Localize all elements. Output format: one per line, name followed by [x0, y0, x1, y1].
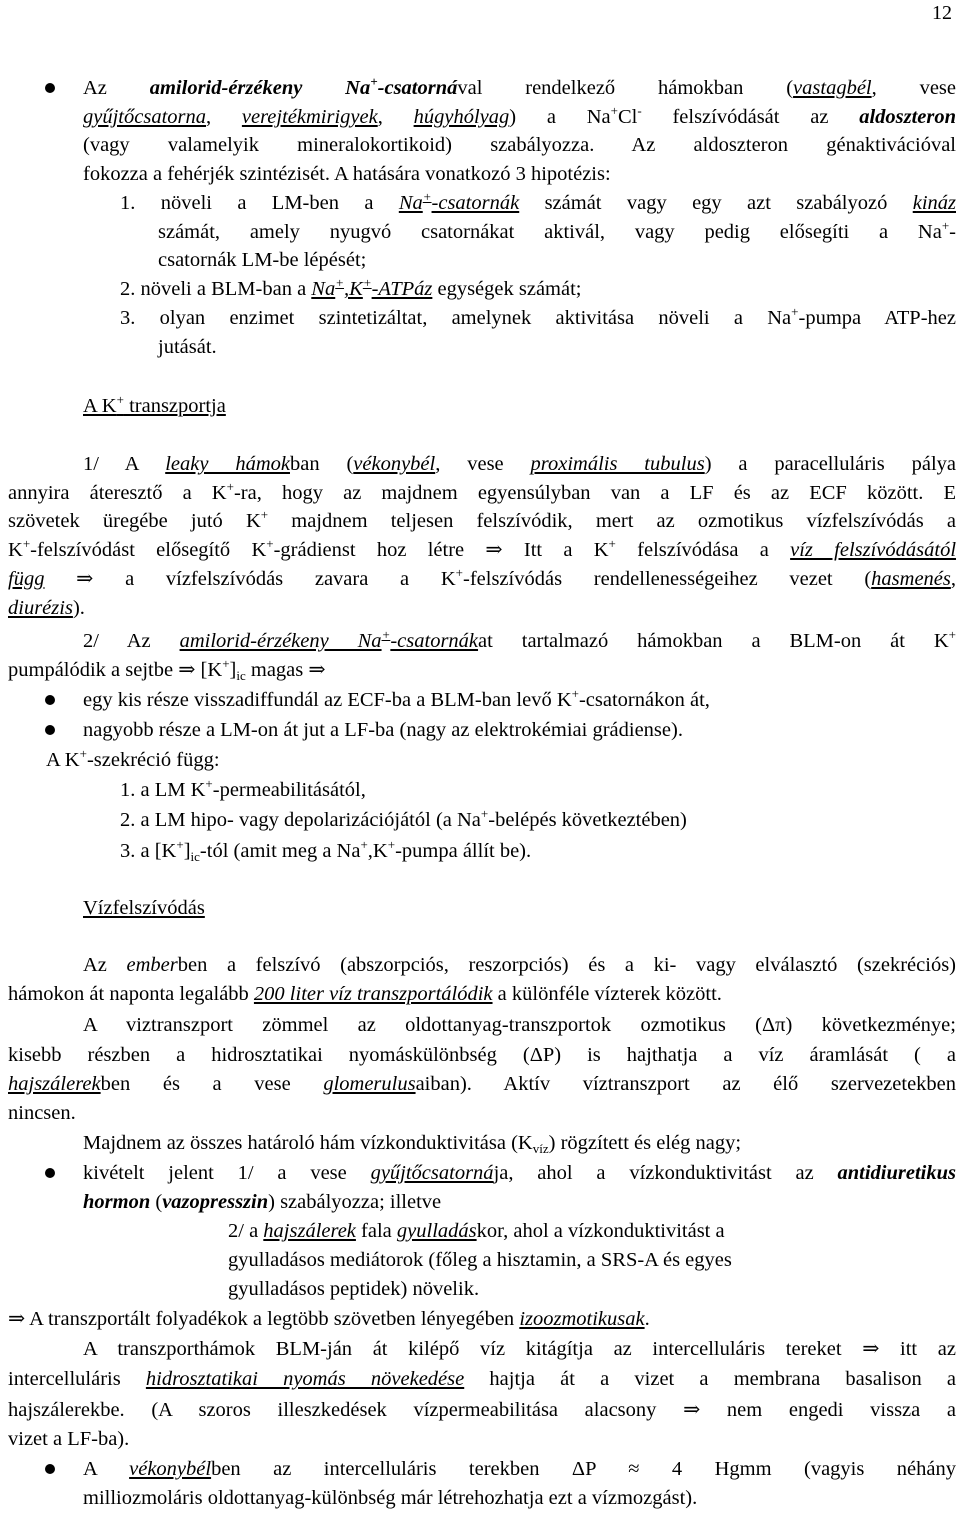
page-number: 12: [932, 2, 952, 24]
text-line: fokozza a fehérjék szintézisét. A hatására vonatkozó 3 hipotézis:: [83, 163, 611, 185]
hypothesis-1: 1. növeli a LM-ben a Na+-csatornák számát vagy egy azt szabályozó kináz: [120, 189, 956, 214]
section-heading: Vízfelszívódás: [83, 897, 205, 919]
text-line: diurézis).: [8, 597, 85, 619]
text-line: annyira áteresztő a K+-ra, hogy az majdnem egyensúlyban van a LF és az ECF között. E: [8, 479, 956, 504]
text-line: gyulladásos peptidek) növelik.: [228, 1278, 480, 1300]
text-line: hormon (vazopresszin) szabályozza; illetve: [83, 1191, 442, 1213]
text-line: A K+-szekréció függ:: [46, 746, 220, 771]
hypothesis-3: 3. olyan enzimet szintetizáltat, amelynek aktivitása növeli a Na+-pumpa ATP-hez: [120, 304, 956, 329]
implies-arrow-icon: ⇒: [308, 659, 326, 681]
text-line: (vagy valamelyik mineralokortikoid) szabályozza. Az aldoszteron génaktivációval: [83, 134, 956, 156]
text-line: 1/ A leaky hámokban (vékonybél, vese proximális tubulus) a paracelluláris pálya: [83, 453, 956, 475]
bullet-dot: [45, 695, 55, 705]
text-line: jutását.: [158, 336, 217, 358]
bullet-dot: [45, 725, 55, 735]
text-line: hajszálerekbe. (A szoros illeszkedések vízpermeabilitása alacsony ⇒ nem engedi vissza a: [8, 1399, 957, 1421]
bullet-dot: [45, 1168, 55, 1178]
implies-arrow-icon: ⇒: [178, 659, 196, 681]
text-line: A viztranszport zömmel az oldottanyag-transzportok ozmotikus (Δπ) következménye;: [83, 1014, 956, 1036]
hypothesis-2: 2. növeli a BLM-ban a Na+,K+-ATPáz egységek számát;: [120, 275, 582, 300]
text-line: nincsen.: [8, 1102, 76, 1124]
text-line: Az emberben a felszívó (abszorpciós, reszorpciós) és a ki- vagy elválasztó (szekréciós): [83, 954, 957, 976]
text-line: vizet a LF-ba).: [8, 1428, 130, 1450]
text-line: hajszálerekben és a vese glomerulusaiban). Aktív víztranszport az élő szervezetekben: [8, 1073, 957, 1095]
text-line: hámokon át naponta legalább 200 liter víz transzportálódik a különféle vízterek között.: [8, 983, 722, 1005]
implies-arrow-icon: ⇒: [485, 539, 503, 561]
list-item: nagyobb része a LM-on át jut a LF-ba (nagy az elektrokémiai grádiense).: [83, 719, 683, 741]
list-item: kivételt jelent 1/ a vese gyűjtőcsatornája, ahol a vízkonduktivitást az antidiuretikus: [83, 1162, 957, 1184]
text-line: K+-felszívódást elősegítő K+-grádienst hoz létre ⇒ Itt a K+ felszívódása a víz felszívódásától: [8, 536, 957, 561]
implies-arrow-icon: ⇒: [76, 568, 94, 590]
implies-arrow-icon: ⇒: [683, 1399, 701, 1421]
bullet-dot: [45, 83, 55, 93]
text-line: gyulladásos mediátorok (főleg a hisztamin, a SRS-A és egyes: [228, 1249, 732, 1271]
text-line: ⇒ A transzportált folyadékok a legtöbb szövetben lényegében izoozmotikusak.: [8, 1308, 650, 1330]
text-line: A transzporthámok BLM-ján át kilépő víz kitágítja az intercelluláris tereket ⇒ itt az: [83, 1338, 956, 1360]
list-item: A vékonybélben az intercelluláris terekben ΔP ≈ 4 Hgmm (vagyis néhány: [83, 1458, 956, 1480]
text-line: milliozmoláris oldottanyag-különbség már létrehozhatja ezt a vízmozgást).: [83, 1487, 698, 1509]
text-line: gyűjtőcsatorna, verejtékmirigyek, húgyhólyag) a Na+Cl- felszívódását az aldoszteron: [83, 103, 957, 128]
text-line: számát, amely nyugvó csatornákat aktivál, vagy pedig elősegíti a Na+-: [158, 218, 956, 243]
text-line: 2/ a hajszálerek fala gyulladáskor, ahol a vízkonduktivitást a: [228, 1220, 725, 1242]
implies-arrow-icon: ⇒: [8, 1308, 26, 1330]
text-line: kisebb részben a hidrosztatikai nyomáskülönbség (ΔP) is hajthatja a víz áramlását ( a: [8, 1044, 956, 1066]
list-item: egy kis része visszadiffundál az ECF-ba a BLM-ban levő K+-csatornákon át,: [83, 686, 710, 711]
implies-arrow-icon: ⇒: [862, 1338, 880, 1360]
section-heading: A K+ transzportja: [83, 392, 226, 417]
list-item: 1. a LM K+-permeabilitásától,: [120, 776, 366, 801]
text-line: Majdnem az összes határoló hám vízkonduktivitása $(K_{víz})$ rögzített és elég nagy;: [83, 1132, 742, 1156]
text-line: szövetek üregébe jutó K+ majdnem teljesen felszívódik, mert az ozmotikus vízfelszívódás a: [8, 507, 956, 532]
list-item: 3. a $[K^+]_{ic}$-tól (amit meg a Na+,K+-pumpa állít be).: [120, 837, 532, 864]
text-line: 2/ Az amilorid-érzékeny Na+-csatornákat tartalmazó hámokban a BLM-on át K+: [83, 627, 957, 652]
text-line: pumpálódik a sejtbe ⇒ $[K^+]_{ic}$ magas ⇒: [8, 656, 326, 683]
bullet-dot: [45, 1464, 55, 1474]
text-line: függ ⇒ a vízfelszívódás zavara a K+-felszívódás rendellenességeihez vezet (hasmenés,: [8, 565, 956, 590]
text-line: Az amilorid-érzékeny Na+-csatornával rendelkező hámokban (vastagbél, vese: [83, 74, 957, 99]
text-line: csatornák LM-be lépését;: [158, 249, 367, 271]
text-line: intercelluláris hidrosztatikai nyomás növekedése hajtja át a vizet a membrana basalison a: [8, 1368, 956, 1390]
list-item: 2. a LM hipo- vagy depolarizációjától (a Na+-belépés következtében): [120, 806, 687, 831]
